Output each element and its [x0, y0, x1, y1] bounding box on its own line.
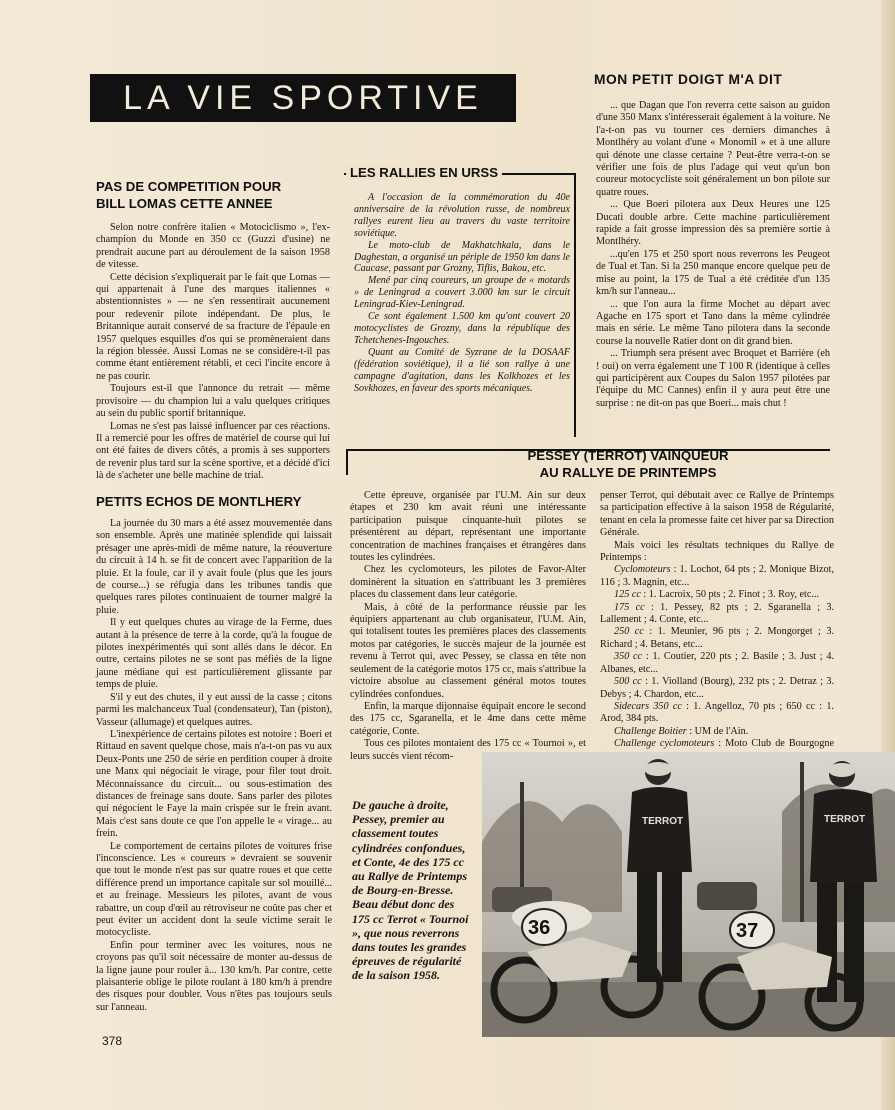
- paragraph: ... que l'on aura la firme Mochet au départ avec Agache en 175 sport et Tano dans la même cylindrée mais en série. Le même Tano pilotera dans la seconde course la nouvelle Ratier dont on dit grand bien.: [596, 298, 830, 347]
- paragraph: Il y eut quelques chutes au virage de la Ferme, dues autant à la présence de terre à la corde, qu'à la fougue de pilotes inexpérimentés qui sont allés dans le décor. En outre, certains pilotes ne se sont pas méfiés de la ligne jaune médiane qui est particulièrement glissante par temps de pluie.: [96, 617, 332, 691]
- paragraph: Chez les cyclomoteurs, les pilotes de Favor-Alter dominèrent la situation en s'attribuant les 3 premières places du classement dans leur catégorie.: [350, 564, 586, 601]
- paragraph: S'il y eut des chutes, il y eut aussi de la casse ; citons parmi les malchanceux Tual (condensateur), Tan (piston), Vasseur (allumage) et quelques autres.: [96, 691, 332, 728]
- jersey-left-text: TERROT: [642, 816, 684, 827]
- results-list: [600, 564, 834, 775]
- result-category: Cyclomoteurs: [614, 564, 671, 576]
- urss-body: [354, 192, 570, 394]
- result-text: : UM de l'Ain.: [686, 725, 749, 737]
- pessey-title: PESSEY (TERROT) VAINQUEUR AU RALLYE DE PRINTEMPS: [527, 448, 729, 480]
- result-category: 350 cc: [614, 651, 643, 663]
- paragraph: ... que Dagan que l'on reverra cette saison au guidon d'une 350 Manx s'intéresserait également à la voiture. Ne l'a-t-on pas vu tourner ces derniers dimanches à Montlhéry au volant d'une « Monomil » et à une allure qui dénote une classe certaine ? Peut-être verra-t-on se vérifier une fois de plus l'adage qui veut qu'un bon coureur motocycliste soit généralement un bon pilote sur quatre roues.: [596, 100, 830, 198]
- section-banner: LA VIE SPORTIVE: [90, 74, 516, 122]
- result-item: [600, 564, 834, 589]
- doigt-body: [596, 100, 830, 410]
- paragraph: Mené par cinq coureurs, un groupe de « motards » de Leningrad a couvert 3.000 km sur le circuit Leningrad-Kiev-Leningrad.: [354, 275, 570, 311]
- paragraph: Enfin pour terminer avec les voitures, nous ne croyons pas qu'il soit nécessaire de monter au-dessus de la ligne jaune pour rouler à... 130 km/h. Par contre, cette plaisanterie oblige le pilote roulant à 180 km/h à prendre des risques pour doubler. Vous n'êtes pas toujours seuls sur l'anneau.: [96, 939, 332, 1013]
- result-item: [600, 726, 834, 738]
- paragraph: ... Que Boeri pilotera aux Deux Heures une 125 Ducati double arbre. Cette machine particulièrement rapide a fait grosse impression dès sa première sortie à Montlhéry.: [596, 199, 830, 248]
- paragraph: Lomas ne s'est pas laissé influencer par ces réactions. Il a remercié pour les offres de matériel de course qui lui ont été faites de divers côtés, a promis à ses supporters de revenir plus tard sur la scène sportive, et a décidé d'ici là de s'acheter une belle machine de trial.: [96, 420, 330, 482]
- plate-right: 37: [736, 920, 759, 942]
- montlhery-title: PETITS ECHOS DE MONTLHERY: [96, 494, 302, 509]
- paragraph: La journée du 30 mars a été assez mouvementée dans son ensemble. Après une matinée splendide qui laissait présager une après-midi de même nature, la réouverture du circuit à 14 h. se fit de concert avec l'apparition de la pluie. Et la foule, car il y avait foule (plus que les jours de course...) se réfugia dans les tribunes tandis que quelques rares pilotes continuaient de tourner malgré la pluie.: [96, 518, 332, 616]
- montlhery-body: [96, 518, 332, 1014]
- paragraph: ...qu'en 175 et 250 sport nous reverrons les Peugeot de Tual et Tan. Si la 250 manque encore quelque peu de mise au point, la 175 de Tual a été créditée d'un 135 km/h sur l'anneau...: [596, 248, 830, 298]
- paragraph: Le comportement de certains pilotes de voitures frise l'inconscience. Les « coureurs » devraient se souvenir que tout le monde n'est pas sur quatre roues et que cette différence prend un importance capitale sur sol mouillé... et au freinage. Messieurs les pilotes, avant de vous rabattre, un coup d'œil au rétroviseur ne coûte pas cher et peut éviter un accident dont la seule victime serait le motocycliste.: [96, 840, 332, 939]
- result-item: [600, 676, 834, 701]
- paragraph: L'inexpérience de certains pilotes est notoire : Boeri et Rittaud en savent quelque chose, mais n'a-t-on pas vu aux Deux-Ponts une 250 de série en perdition couper à droite une Manx qui négociait le virage, pour filer tout droit. Méconnaissance du circuit... ou sous-estimation des distances de freinage sans doute. Sans parler des pilotes qui négocient le Faye la main crispée sur le frein avant. Mais c'est sans doute ce que l'on appelle le « virage... au frein.: [96, 728, 332, 840]
- result-item: [600, 602, 834, 627]
- result-text: : 1. Meunier, 96 pts ; 2. Mongorget ; 3. Richard ; 4. Betans, etc...: [600, 626, 834, 650]
- paragraph: Quant au Comité de Syzrane de la DOSAAF (fédération soviétique), il a lié son rallye à une campagne d'agitation, dans les Kolkhozes et les Sovkhozes, en faveur des sports mécaniques.: [354, 346, 570, 394]
- result-category: 175 cc: [614, 601, 645, 613]
- paragraph: Tous ces pilotes montaient des 175 cc « Tournoi », et leurs succès vient récom-: [350, 738, 586, 762]
- photo-caption: De gauche à droite, Pessey, premier au classement toutes cylindrées confondues, et Conte, 4e des 175 cc au Rallye de Printemps de Bourg-en-Bresse. Beau début donc des 175 cc Terrot « Tournoi », que nous reverrons dans toutes les grandes épreuves de régularité de la saison 1958.: [352, 798, 469, 983]
- paragraph: Mais voici les résultats techniques du Rallye de Printemps :: [600, 539, 834, 564]
- result-category: Challenge cyclomoteurs: [614, 738, 715, 750]
- result-item: [600, 626, 834, 651]
- jersey-right-text: TERROT: [824, 814, 866, 825]
- page-number: 378: [102, 1034, 123, 1048]
- result-item: [600, 651, 834, 676]
- result-text: : 1. Lacroix, 50 pts ; 2. Finot ; 3. Roy, etc...: [640, 589, 820, 601]
- pessey-col1: [350, 490, 586, 763]
- pessey-col2: [600, 490, 834, 775]
- result-category: Challenge Boitier: [614, 725, 687, 737]
- result-item: [600, 701, 834, 726]
- paragraph: Cette décision s'expliquerait par le fait que Lomas — qui appartenait à l'une des marques italiennes « abstentionnistes » — ne s'en ressentirait aucunement pour redevenir pilote indépendant. De plus, le Britannique aurait conservé de sa fracture de l'épaule en 1957 quelques esquilles d'os qui se promèneraient dans la région blessée. Aussi Lomas ne se considère-t-il pas comme étant entièrement rétabli, et ceci l'incite encore à ne pas courir.: [96, 271, 330, 382]
- plate-left: 36: [528, 917, 551, 939]
- doigt-title: MON PETIT DOIGT M'A DIT: [594, 72, 783, 87]
- paragraph: Ce sont également 1.500 km qu'ont couvert 20 motocyclistes de Grozny, dans la république des Tchetchenes-Ingouches.: [354, 311, 570, 346]
- paragraph: Selon notre confrère italien « Motociclismo », l'ex-champion du Monde en 350 cc (Guzzi d'usine) ne prendrait aucune part au déroulement de la saison 1958 de vitesse.: [96, 222, 330, 271]
- paragraph: Toujours est-il que l'annonce du retrait — même provisoire — du champion lui a valu quelques critiques au sein du public sportif britannique.: [96, 383, 330, 420]
- paragraph: Mais, à côté de la performance réussie par les équipiers appartenant au club organisateur, l'U.M. Ain, qui totalisent toutes les premières places des classements motos par catégories, le succès majeur de la journée est revenu à Terrot qui, avec Pessey, se classa en tête non seulement de la catégorie motos 175 cc, mais s'attribue la victoire absolue au classement général motos toutes cylindrées confondues.: [350, 601, 586, 700]
- riders-photo: [482, 752, 895, 1037]
- paragraph: Cette épreuve, organisée par l'U.M. Ain sur deux étapes et 230 km avait réuni une intéressante participation puisque cinquante-huit pilotes se présentèrent au départ, représentant une importante concentration de machines françaises et étrangères dans toutes les cylindrées.: [350, 490, 586, 564]
- result-category: 500 cc: [614, 676, 642, 688]
- result-text: : Moto Club de Bourgogne: [718, 738, 834, 750]
- result-text: : 1. Angelloz, 70 pts ; 650 cc : 1. Arod, 384 pts.: [600, 700, 834, 725]
- photo-illustration: [482, 752, 895, 1037]
- result-category: 250 cc: [614, 626, 644, 638]
- result-category: 125 cc: [614, 589, 641, 601]
- result-text: : 1. Violland (Bourg), 232 pts ; 2. Detraz ; 3. Debys ; 4. Chardon, etc...: [600, 676, 834, 700]
- result-text: : 1. Lochot, 64 pts ; 2. Monique Bizot, 116 ; 3. Magnin, etc...: [600, 564, 834, 588]
- paragraph: A l'occasion de la commémoration du 40e anniversaire de la révolution russe, de nombreux rallyes eurent lieu au travers du vaste territoire soviétique.: [354, 192, 570, 239]
- result-category: Sidecars 350 cc: [614, 700, 682, 712]
- result-item: [600, 589, 834, 601]
- paragraph: penser Terrot, qui débutait avec ce Rallye de Printemps sa participation effective à la saison 1958 de Régularité, tenant en cela la promesse faite cet hiver par sa Direction Générale.: [600, 490, 834, 539]
- result-text: : 1. Coutier, 220 pts ; 2. Basile ; 3. Just ; 4. Albanes, etc...: [600, 651, 834, 675]
- paragraph: ... Triumph sera présent avec Broquet et Barrière (eh ! oui) on verra également une T 100 R (identique à celles qui participèrent aux Coupes du Salon 1957 pilotées par l'équipe du MC Cannes) enfin il y aura peut être une surprise : ne dit-on pas que Boeri... mais chut !: [596, 348, 830, 409]
- paragraph: Enfin, la marque dijonnaise équipait encore le second des 175 cc, Sgaranella, et le 4me dans cette même catégorie, Conte.: [350, 700, 586, 737]
- paragraph: Le moto-club de Makhatchkala, dans le Daghestan, a organisé un périple de 1950 km dans le Caucase, passant par Grozny, Tiflis, Bakou, etc.: [354, 239, 570, 275]
- result-text: : 1. Pessey, 82 pts ; 2. Sgaranella ; 3. Lallement ; 4. Conte, etc...: [600, 601, 834, 626]
- lomas-title: PAS DE COMPETITION POUR BILL LOMAS CETTE ANNEE: [96, 179, 282, 211]
- lomas-body: [96, 222, 330, 483]
- urss-title: LES RALLIES EN URSS: [346, 165, 502, 180]
